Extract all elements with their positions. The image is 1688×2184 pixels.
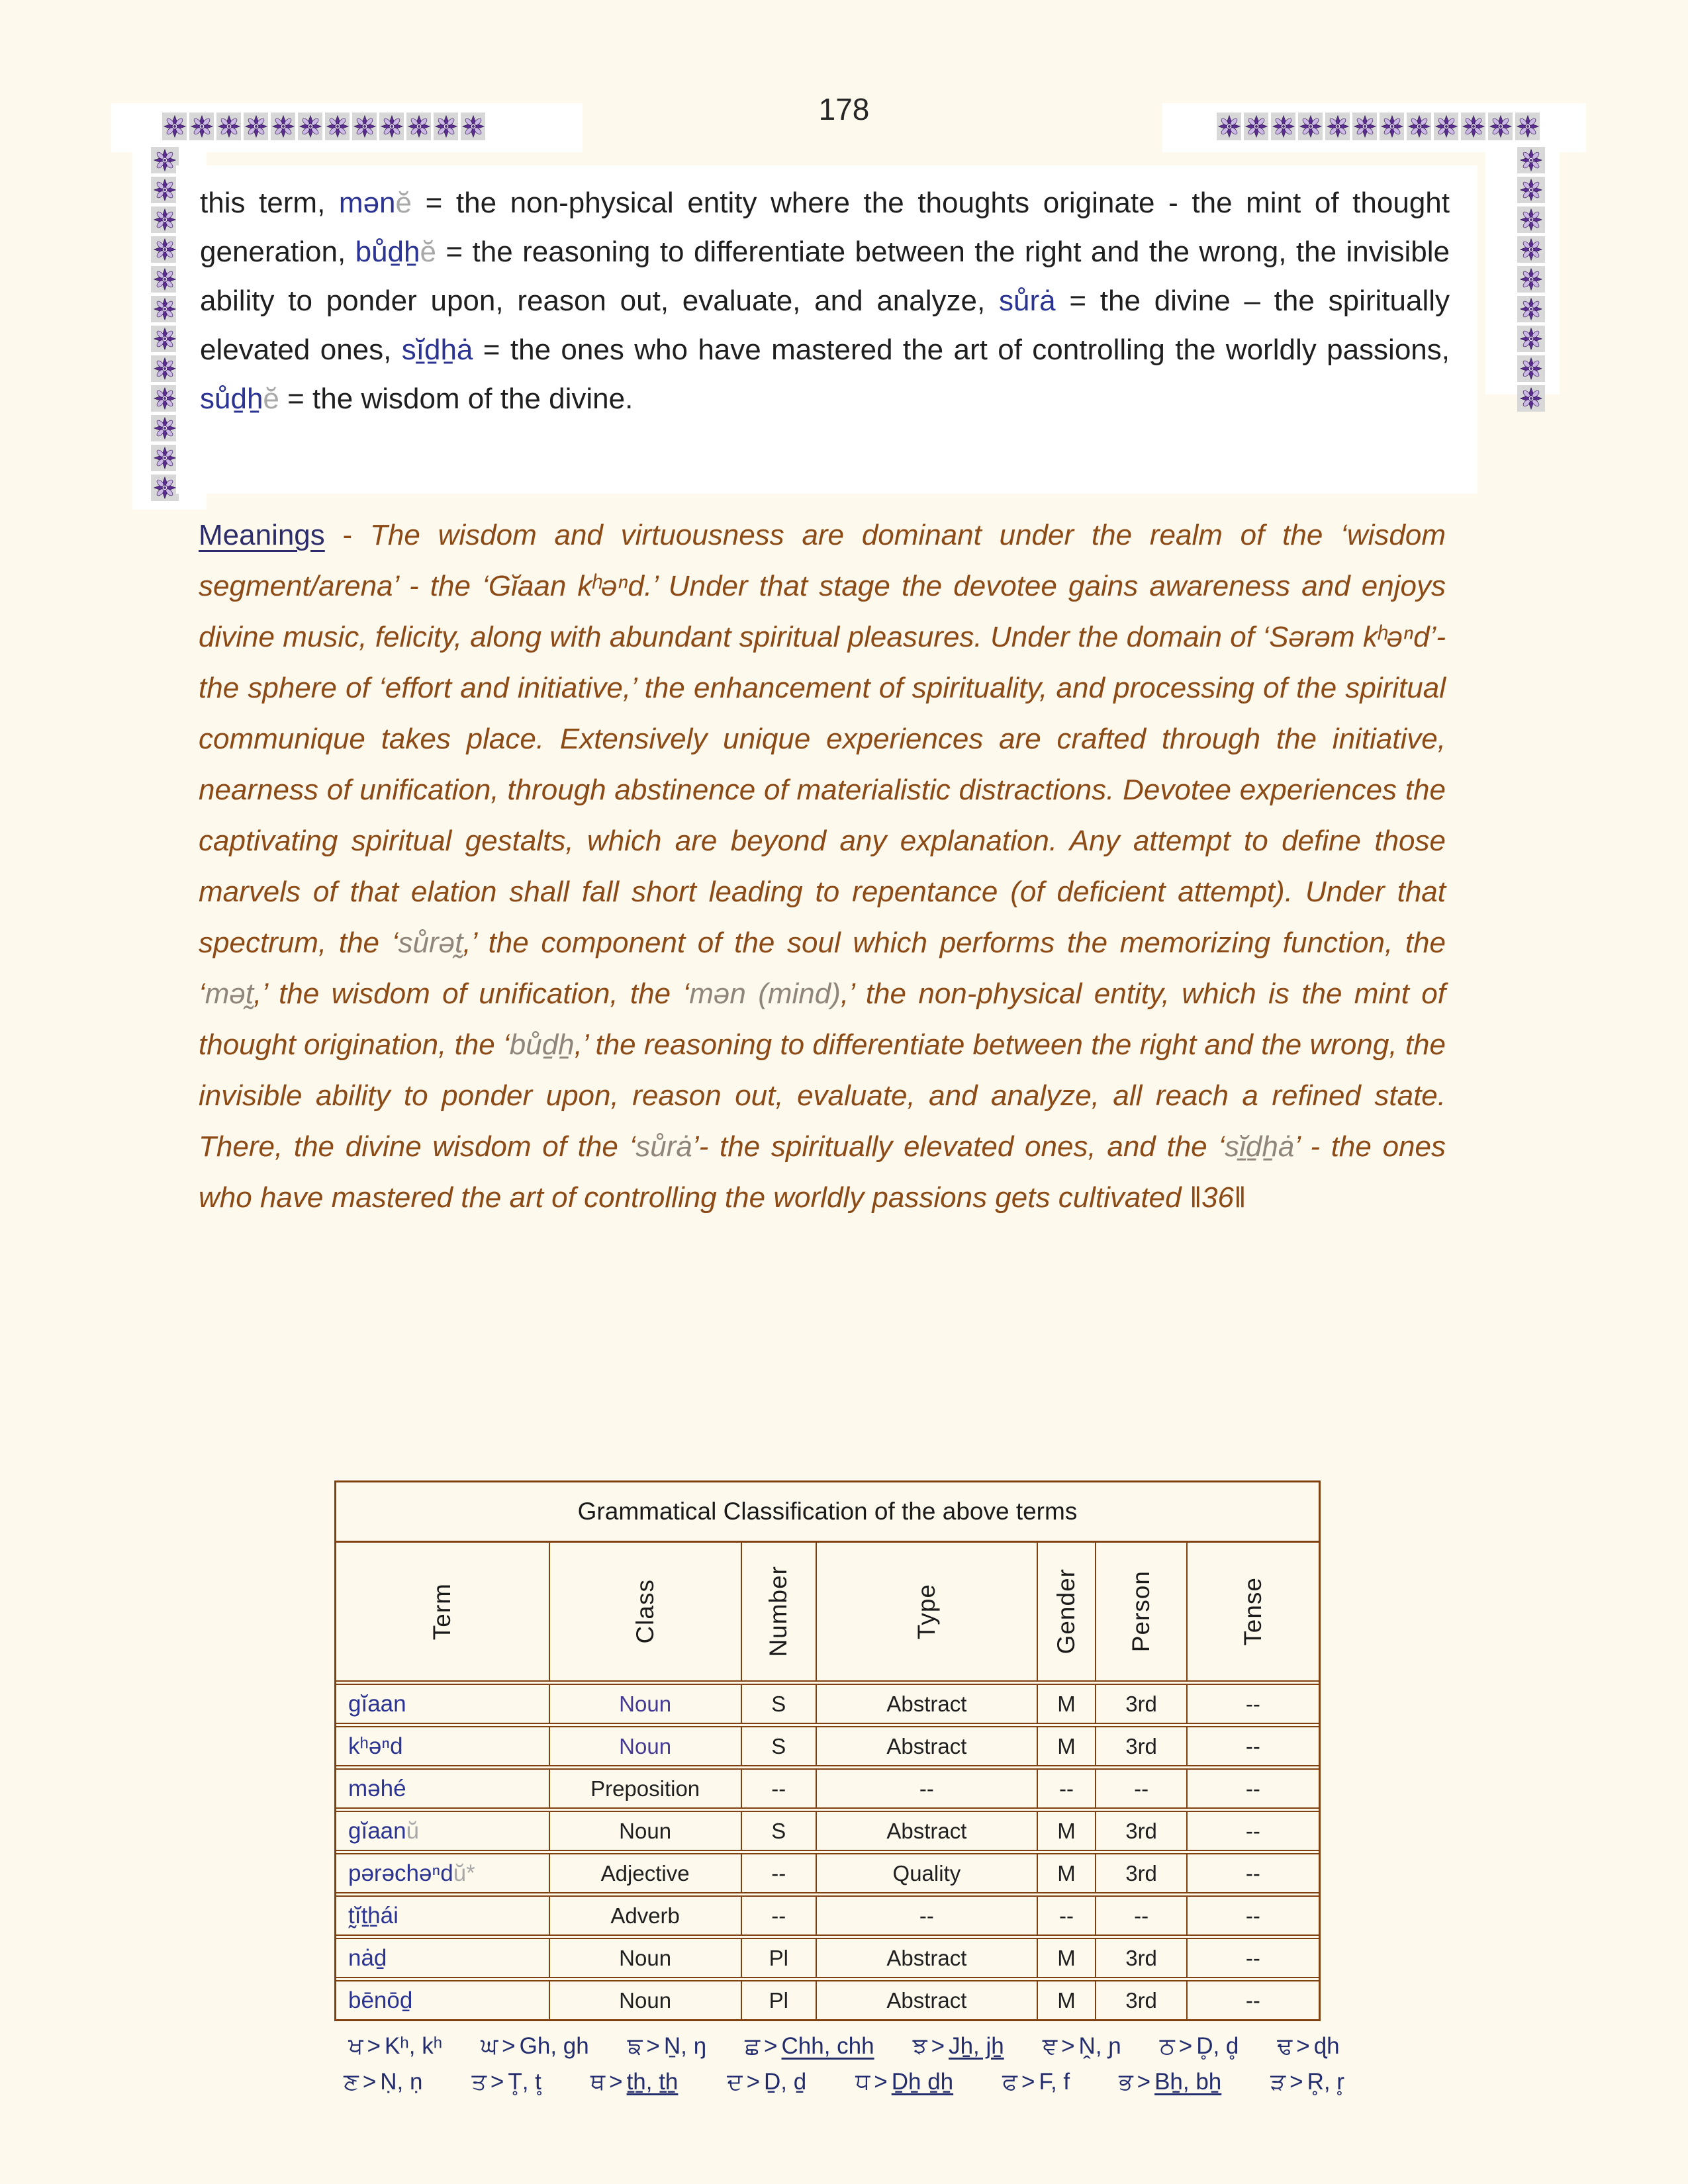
person-cell: -- (1095, 1770, 1186, 1807)
table-row (336, 1854, 1319, 1897)
flower-icon (1244, 113, 1268, 140)
key-item (1119, 2069, 1221, 2095)
class-cell (549, 1812, 741, 1850)
tense-cell: -- (1186, 1812, 1319, 1850)
text-segment: bēnōd̠ (348, 1987, 413, 2013)
gender-cell: M (1037, 1727, 1096, 1765)
table-row (336, 1770, 1319, 1812)
text-segment: ŭ (406, 1817, 420, 1844)
class-value: Noun (619, 1691, 672, 1716)
maps-to-symbol: > (764, 2033, 778, 2059)
text-segment: kʰəⁿd (348, 1733, 403, 1759)
ornament-column-left (151, 147, 179, 501)
gurmukhi-letter: ਭ (1119, 2069, 1133, 2095)
gender-cell: M (1037, 1981, 1096, 2019)
class-cell (549, 1981, 741, 2019)
column-header-label: Class (631, 1579, 659, 1644)
person-cell: 3rd (1095, 1981, 1186, 2019)
text-segment: sůrȧ (998, 285, 1056, 317)
class-value: Noun (619, 1733, 672, 1758)
text-segment: ’- the spiritually elevated ones, and the ‘ (692, 1130, 1225, 1163)
ornament-column-right (1517, 147, 1545, 412)
maps-to-symbol: > (1296, 2033, 1310, 2059)
text-segment: = the reasoning to differentiate between the right and the wrong, the invisible ability to ponder upon, reason out, evaluate, and analyze, (200, 236, 1450, 317)
flower-icon (1325, 113, 1350, 140)
maps-to-symbol: > (609, 2069, 623, 2095)
text-segment: sůrȧ (635, 1130, 692, 1163)
transliteration-key-line-1 (0, 2033, 1688, 2060)
class-cell (549, 1685, 741, 1723)
term-cell (336, 1685, 549, 1723)
gurmukhi-letter: ਘ (481, 2033, 498, 2059)
flower-icon (1380, 113, 1404, 140)
gurmukhi-letter: ਙ (627, 2033, 643, 2059)
flower-icon (244, 113, 268, 140)
person-cell: 3rd (1095, 1727, 1186, 1765)
flower-icon (162, 113, 187, 140)
transliteration-value: Kʰ, kʰ (385, 2033, 443, 2059)
number-cell: -- (741, 1897, 816, 1934)
gender-cell: M (1037, 1812, 1096, 1850)
term-cell (336, 1812, 549, 1850)
class-cell (549, 1770, 741, 1807)
text-segment: pərəchəⁿd (348, 1860, 453, 1886)
person-cell: 3rd (1095, 1685, 1186, 1723)
gender-cell: M (1037, 1854, 1096, 1892)
text-segment: sůrət̰ (398, 927, 463, 959)
column-header-person (1095, 1543, 1186, 1680)
class-cell (549, 1897, 741, 1934)
column-header-tense (1186, 1543, 1319, 1680)
maps-to-symbol: > (646, 2033, 660, 2059)
text-segment: məhé (348, 1775, 406, 1801)
column-header-label: Number (765, 1566, 792, 1657)
gurmukhi-letter: ਥ (590, 2069, 606, 2095)
person-cell: 3rd (1095, 1854, 1186, 1892)
gender-cell: M (1037, 1939, 1096, 1977)
tense-cell: -- (1186, 1854, 1319, 1892)
flower-icon (1407, 113, 1431, 140)
text-segment: ,’ the wisdom of unification, the ‘ (254, 978, 690, 1010)
maps-to-symbol: > (490, 2069, 504, 2095)
gurmukhi-letter: ਝ (912, 2033, 927, 2059)
key-item (628, 2033, 706, 2060)
gurmukhi-letter: ਣ (344, 2069, 359, 2095)
transliteration-value: R̥, r̥ (1307, 2069, 1344, 2095)
type-cell: Quality (816, 1854, 1037, 1892)
flower-icon (189, 113, 214, 140)
maps-to-symbol: > (1021, 2069, 1035, 2095)
flower-icon (1517, 236, 1545, 263)
flower-icon (1517, 177, 1545, 203)
tense-cell: -- (1186, 1897, 1319, 1934)
tense-cell: -- (1186, 1770, 1319, 1807)
gender-cell: -- (1037, 1770, 1096, 1807)
gurmukhi-letter: ੜ (1270, 2069, 1286, 2095)
meanings-heading: Meanings (199, 519, 325, 551)
column-header-label: Gender (1053, 1569, 1080, 1655)
table-row (336, 1685, 1319, 1727)
term-cell (336, 1854, 549, 1892)
table-row (336, 1897, 1319, 1939)
text-segment: ĕ (263, 383, 279, 415)
key-item (590, 2069, 678, 2095)
text-segment: bůd̠h̠ (509, 1028, 575, 1061)
key-item (1270, 2069, 1344, 2095)
table-row (336, 1981, 1319, 2019)
key-item (1043, 2033, 1121, 2060)
class-value: Adjective (600, 1860, 690, 1886)
flower-icon (434, 113, 458, 140)
number-cell: Pl (741, 1939, 816, 1977)
gurmukhi-letter: ਫ (1002, 2069, 1017, 2095)
key-item (348, 2033, 442, 2060)
type-cell: Abstract (816, 1981, 1037, 2019)
transliteration-value: Gh, gh (519, 2033, 589, 2059)
transliteration-value: T̥, t̥ (508, 2069, 541, 2095)
text-segment: ĕ (395, 187, 412, 219)
type-cell: Abstract (816, 1812, 1037, 1850)
term-cell (336, 1939, 549, 1977)
flower-icon (352, 113, 377, 140)
class-value: Noun (619, 1818, 672, 1843)
text-segment: = the ones who have mastered the art of controlling the worldly passions, (473, 334, 1450, 366)
number-cell: Pl (741, 1981, 816, 2019)
meanings-body (199, 519, 1446, 1214)
grammar-table-title: Grammatical Classification of the above terms (336, 1482, 1319, 1543)
text-segment: sĭ̠d̠h̠ȧ (401, 334, 473, 366)
text-segment: sůd̠h̠ (200, 383, 263, 415)
gurmukhi-letter: ਛ (745, 2033, 761, 2059)
tense-cell: -- (1186, 1685, 1319, 1723)
class-cell (549, 1727, 741, 1765)
table-row (336, 1727, 1319, 1770)
gender-cell: -- (1037, 1897, 1096, 1934)
maps-to-symbol: > (1061, 2033, 1075, 2059)
type-cell: Abstract (816, 1939, 1037, 1977)
text-segment: ,’ the reasoning to differentiate between the right and the wrong, the invisible ability to ponder upon, reason out, evaluate, and analyze, all reach a refined state. There, the divine wisdom of the ‘ (199, 1028, 1446, 1163)
flower-icon (1517, 296, 1545, 322)
term-cell (336, 1981, 549, 2019)
text-segment: = the non-physical entity where the thoughts originate - the mint of thought generation, (200, 187, 1450, 268)
text-segment: mət̰ (205, 978, 254, 1010)
term-cell (336, 1770, 549, 1807)
flower-icon (1517, 266, 1545, 293)
flower-icon (151, 206, 179, 233)
number-cell: S (741, 1727, 816, 1765)
table-row (336, 1812, 1319, 1854)
text-segment: = the divine – the spiritually elevated ones, (200, 285, 1450, 366)
column-header-label: Tense (1239, 1577, 1266, 1646)
page-number: 178 (818, 92, 870, 126)
flower-icon (151, 326, 179, 352)
number-cell: -- (741, 1770, 816, 1807)
transliteration-value: Jh̠, jh̠ (949, 2033, 1004, 2059)
flower-icon (1488, 113, 1513, 140)
maps-to-symbol: > (367, 2033, 381, 2059)
tense-cell: -- (1186, 1939, 1319, 1977)
intro-paragraph (200, 179, 1450, 424)
number-cell: S (741, 1685, 816, 1723)
flower-icon (325, 113, 350, 140)
flower-icon (406, 113, 431, 140)
column-header-label: Type (912, 1583, 940, 1640)
transliteration-value: Chh, chh (781, 2033, 874, 2059)
key-item (913, 2033, 1004, 2060)
gurmukhi-letter: ਤ (471, 2069, 487, 2095)
flower-icon (1461, 113, 1485, 140)
person-cell: -- (1095, 1897, 1186, 1934)
grammar-table-body (336, 1685, 1319, 2019)
text-segment: nȧd̠ (348, 1944, 387, 1971)
gurmukhi-letter: ਞ (1042, 2033, 1058, 2059)
key-item (745, 2033, 874, 2060)
maps-to-symbol: > (1289, 2069, 1303, 2095)
flower-icon (151, 177, 179, 203)
flower-icon (379, 113, 404, 140)
type-cell: Abstract (816, 1685, 1037, 1723)
gurmukhi-letter: ਖ (348, 2033, 363, 2059)
maps-to-symbol: > (874, 2069, 888, 2095)
meanings-separator: - (324, 519, 370, 551)
maps-to-symbol: > (1137, 2069, 1151, 2095)
gurmukhi-letter: ਧ (855, 2069, 870, 2095)
column-header-term (336, 1543, 549, 1680)
column-header-label: Person (1127, 1570, 1155, 1653)
text-segment: t̰ĭt̠h̠ái (348, 1902, 399, 1929)
type-cell: Abstract (816, 1727, 1037, 1765)
class-value: Adverb (610, 1903, 680, 1928)
flower-icon (151, 236, 179, 263)
class-value: Noun (619, 1945, 672, 1970)
flower-icon (1217, 113, 1241, 140)
flower-icon (151, 475, 179, 501)
grammar-table-header (336, 1543, 1319, 1685)
transliteration-value: Bh̠, bh̠ (1154, 2069, 1222, 2095)
text-segment: ’ - the ones who have mastered the art of controlling the worldly passions gets cultivated ǁ36ǁ (199, 1130, 1446, 1214)
key-item (344, 2069, 422, 2095)
transliteration-value: Ṇ, ṇ (380, 2069, 423, 2095)
transliteration-value: F, f (1039, 2069, 1070, 2095)
class-cell (549, 1854, 741, 1892)
maps-to-symbol: > (1178, 2033, 1193, 2059)
gurmukhi-letter: ਢ (1277, 2033, 1293, 2059)
flower-icon (1352, 113, 1377, 140)
key-item (471, 2069, 541, 2095)
key-item (727, 2069, 806, 2095)
term-cell (336, 1727, 549, 1765)
transliteration-value: Ṉ, ŋ (663, 2033, 707, 2059)
flower-icon (151, 415, 179, 441)
flower-icon (151, 445, 179, 471)
maps-to-symbol: > (746, 2069, 761, 2095)
text-segment: gĭaan (348, 1817, 406, 1844)
column-header-gender (1037, 1543, 1096, 1680)
text-segment: = the wisdom of the divine. (279, 383, 633, 415)
type-cell: -- (816, 1897, 1037, 1934)
gurmukhi-letter: ਦ (727, 2069, 743, 2095)
text-segment: mən (mind) (689, 978, 841, 1010)
grammar-table (334, 1480, 1321, 2021)
flower-icon (151, 296, 179, 322)
class-value: Preposition (590, 1776, 700, 1801)
maps-to-symbol: > (502, 2033, 516, 2059)
ornament-strip-top-left (162, 113, 485, 140)
transliteration-value: ɖh (1313, 2033, 1340, 2059)
flower-icon (151, 355, 179, 382)
text-segment: this term, (200, 187, 339, 219)
intro-paragraph-block (176, 165, 1477, 494)
flower-icon (1517, 206, 1545, 233)
class-cell (549, 1939, 741, 1977)
transliteration-value: Ṋ, ɲ (1078, 2033, 1121, 2059)
meanings-section (199, 510, 1446, 1223)
key-item (1160, 2033, 1239, 2060)
transliteration-value: D̠h̠ d̠h̠ (891, 2069, 954, 2095)
transliteration-value: D̠, d̠ (764, 2069, 807, 2095)
column-header-number (741, 1543, 816, 1680)
flower-icon (1517, 355, 1545, 382)
ornament-strip-top-right (1217, 113, 1540, 140)
flower-icon (461, 113, 485, 140)
flower-icon (271, 113, 295, 140)
flower-icon (1517, 326, 1545, 352)
column-header-type (816, 1543, 1037, 1680)
key-item (1002, 2069, 1070, 2095)
column-header-class (549, 1543, 741, 1680)
gender-cell: M (1037, 1685, 1096, 1723)
flower-icon (151, 385, 179, 412)
transliteration-key (0, 2033, 1688, 2105)
flower-icon (1515, 113, 1540, 140)
transliteration-value: D̥, d̥ (1196, 2033, 1239, 2059)
table-row (336, 1939, 1319, 1981)
type-cell: -- (816, 1770, 1037, 1807)
flower-icon (298, 113, 322, 140)
flower-icon (151, 147, 179, 173)
key-item (481, 2033, 589, 2060)
transliteration-key-line-2 (0, 2069, 1688, 2095)
flower-icon (1271, 113, 1295, 140)
flower-icon (1517, 147, 1545, 173)
flower-icon (1517, 385, 1545, 412)
text-segment: The wisdom and virtuousness are dominant under the realm of the ‘wisdom segment/arena’ - the ‘Gĭaan kʰəⁿd.’ Under that stage the devotee gains awareness and enjoys divine music, felicity, along with abundant spiritual pleasures. Under the domain of ‘Sərəm kʰəⁿd’- the sphere of ‘effort and initiative,’ the enhancement of spirituality, and processing of the spiritual communique takes place. Extensively unique experiences are crafted through the initiative, nearness of unification, through abstinence of materialistic distractions. Devotee experiences the captivating spiritual gestalts, which are beyond any explanation. Any attempt to define those marvels of that elation shall fall short leading to repentance (of deficient attempt). Under that spectrum, the ‘ (199, 519, 1446, 959)
text-segment: ŭ* (453, 1860, 475, 1886)
flower-icon (216, 113, 241, 140)
column-header-label: Term (428, 1582, 456, 1641)
key-item (1277, 2033, 1339, 2060)
text-segment: ,’ the non-physical entity, which is the mint of thought origination, the ‘ (199, 978, 1446, 1061)
text-segment: ,’ the component of the soul which performs the memorizing function, the ‘ (199, 927, 1446, 1010)
flower-icon (151, 266, 179, 293)
gurmukhi-letter: ਠ (1159, 2033, 1175, 2059)
text-segment: mən (338, 187, 396, 219)
class-value: Noun (619, 1987, 672, 2013)
transliteration-value: t̠h̠, t̠h̠ (626, 2069, 679, 2095)
text-segment: gĭaan (348, 1690, 406, 1717)
text-segment: bůd̠h̠ (355, 236, 420, 268)
number-cell: -- (741, 1854, 816, 1892)
number-cell: S (741, 1812, 816, 1850)
text-segment: ĕ (420, 236, 436, 268)
person-cell: 3rd (1095, 1939, 1186, 1977)
term-cell (336, 1897, 549, 1934)
tense-cell: -- (1186, 1727, 1319, 1765)
maps-to-symbol: > (362, 2069, 377, 2095)
tense-cell: -- (1186, 1981, 1319, 2019)
text-segment: sĭ̠d̠h̠ȧ (1225, 1130, 1295, 1163)
flower-icon (1434, 113, 1458, 140)
maps-to-symbol: > (931, 2033, 945, 2059)
person-cell: 3rd (1095, 1812, 1186, 1850)
key-item (855, 2069, 953, 2095)
flower-icon (1298, 113, 1323, 140)
